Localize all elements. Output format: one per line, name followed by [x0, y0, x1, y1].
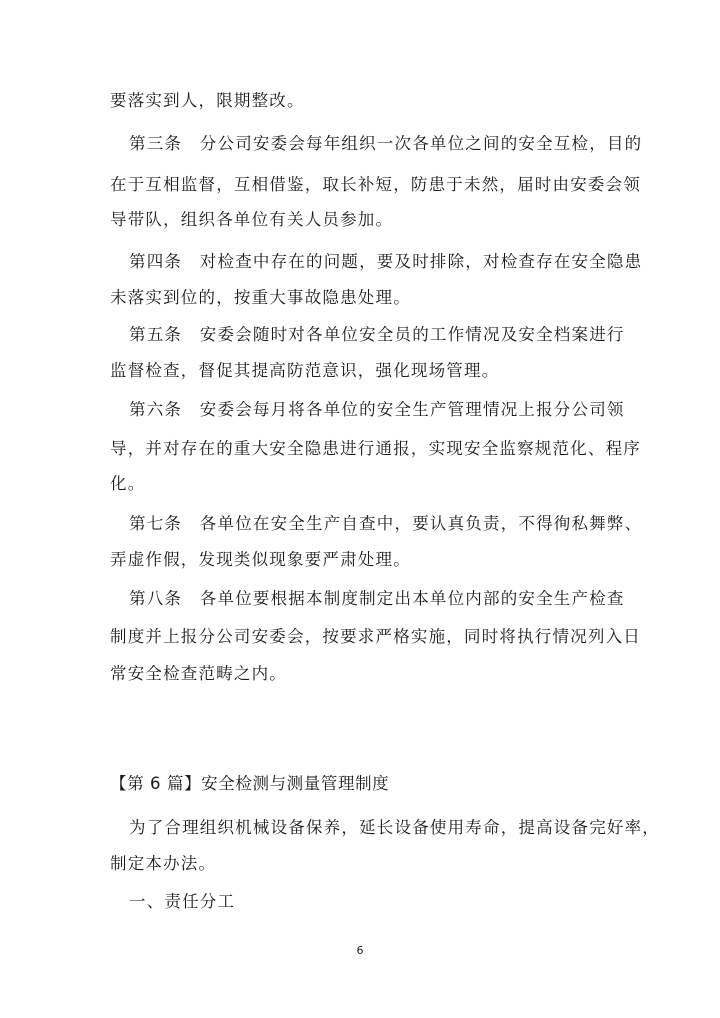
body-line-11: 化。 — [110, 474, 146, 493]
body-line-7: 第五条 安委会随时对各单位安全员的工作情况及安全档案进行 — [129, 325, 625, 344]
body-line-8: 监督检查，督促其提高防范意识，强化现场管理。 — [110, 361, 500, 380]
body-line-4: 导带队，组织各单位有关人员参加。 — [110, 210, 394, 229]
section-line-1: 为了合理组织机械设备保养，延长设备使用寿命，提高设备完好率， — [129, 818, 660, 837]
body-line-1: 要落实到人，限期整改。 — [110, 91, 305, 110]
body-line-6: 未落实到位的，按重大事故隐患处理。 — [110, 288, 411, 307]
body-line-9: 第六条 安委会每月将各单位的安全生产管理情况上报分公司领 — [129, 400, 625, 419]
page-number: 6 — [356, 944, 364, 957]
body-line-10: 导，并对存在的重大安全隐患进行通报，实现安全监察规范化、程序 — [110, 439, 641, 458]
section-line-3: 一、责任分工 — [129, 892, 236, 911]
body-line-2: 第三条 分公司安委会每年组织一次各单位之间的安全互检，目的 — [129, 134, 643, 153]
body-line-3: 在于互相监督，互相借鉴，取长补短，防患于未然，届时由安委会领 — [110, 175, 641, 194]
section-heading: 【第 6 篇】安全检测与测量管理制度 — [110, 774, 390, 793]
body-line-5: 第四条 对检查中存在的问题，要及时排除，对检查存在安全隐患 — [129, 252, 643, 271]
section-line-2: 制定本办法。 — [110, 854, 217, 873]
body-line-15: 制度并上报分公司安委会，按要求严格实施，同时将执行情况列入日 — [110, 627, 641, 646]
body-line-14: 第八条 各单位要根据本制度制定出本单位内部的安全生产检查 — [129, 589, 625, 608]
body-line-13: 弄虚作假，发现类似现象要严肃处理。 — [110, 550, 411, 569]
body-line-12: 第七条 各单位在安全生产自查中，要认真负责，不得徇私舞弊、 — [129, 514, 643, 533]
body-line-16: 常安全检查范畴之内。 — [110, 664, 287, 683]
